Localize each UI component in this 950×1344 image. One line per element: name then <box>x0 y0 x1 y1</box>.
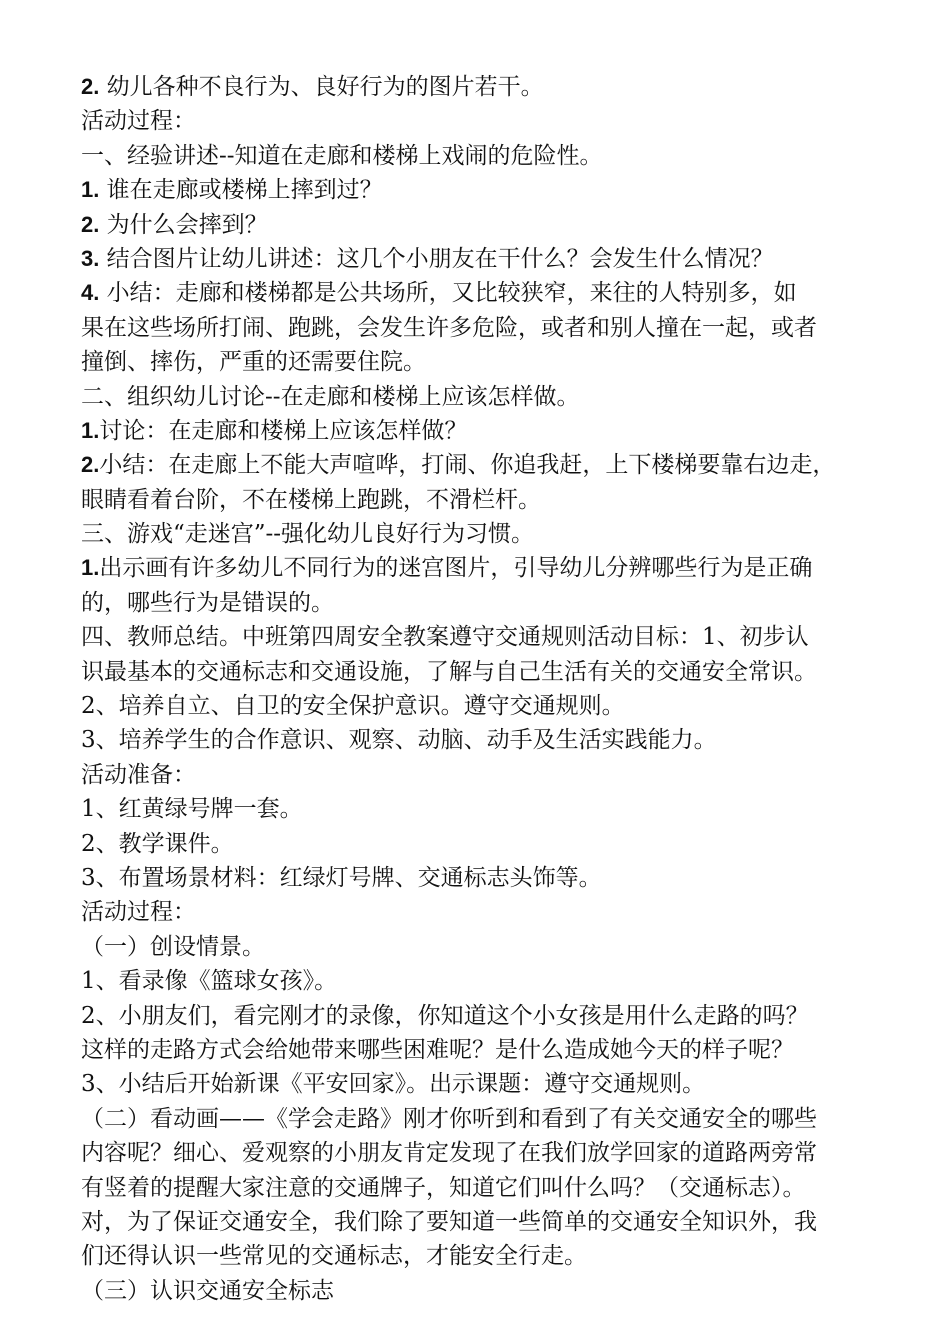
document-line <box>81 1067 889 1101</box>
document-line <box>81 380 889 414</box>
line-text: 3、小结后开始新课《平安回家》。出示课题：遵守交通规则。 <box>81 1071 706 1098</box>
line-text: 为什么会摔到？ <box>99 211 268 238</box>
document-line <box>81 70 889 104</box>
line-text: 有竖着的提醒大家注意的交通牌子，知道它们叫什么吗？（交通标志）。 <box>81 1174 806 1201</box>
line-text: 幼儿各种不良行为、良好行为的图片若干。 <box>99 74 544 100</box>
line-text: 们还得认识一些常见的交通标志，才能安全行走。 <box>81 1243 587 1270</box>
line-text: 果在这些场所打闹、跑跳，会发生许多危险，或者和别人撞在一起，或者 <box>81 314 817 341</box>
document-line <box>81 414 889 448</box>
document-body <box>81 70 889 1308</box>
line-text: 活动准备： <box>81 761 196 788</box>
line-text: 出示画有许多幼儿不同行为的迷宫图片，引导幼儿分辨哪些行为是正确 <box>99 555 813 582</box>
document-line <box>81 620 889 654</box>
document-line <box>81 1136 889 1170</box>
line-text: （三）认识交通安全标志 <box>81 1277 334 1304</box>
document-line <box>81 999 889 1033</box>
line-text: 这样的走路方式会给她带来哪些困难呢？是什么造成她今天的样子呢？ <box>81 1036 794 1063</box>
line-text: 三、游戏“走迷宫”--强化幼儿良好行为习惯。 <box>81 521 535 548</box>
line-text: 撞倒、摔伤，严重的还需要住院。 <box>81 349 426 376</box>
line-text: 2、培养自立、自卫的安全保护意识。遵守交通规则。 <box>81 693 625 720</box>
line-text: 识最基本的交通标志和交通设施，了解与自己生活有关的交通安全常识。 <box>81 658 817 685</box>
document-line <box>81 551 889 585</box>
document-line <box>81 242 889 276</box>
line-text: 四、教师总结。中班第四周安全教案遵守交通规则活动目标：1、初步认 <box>81 624 809 651</box>
document-line <box>81 448 889 482</box>
list-number: 4. <box>81 280 100 306</box>
line-text: 内容呢？细心、爱观察的小朋友肯定发现了在我们放学回家的道路两旁常 <box>81 1140 817 1167</box>
document-line <box>81 930 889 964</box>
document-line <box>81 483 889 517</box>
document-line <box>81 1239 889 1273</box>
line-text: （一）创设情景。 <box>81 933 265 960</box>
line-text: 小结：走廊和楼梯都是公共场所，又比较狭窄，来往的人特别多，如 <box>99 280 797 307</box>
document-line <box>81 586 889 620</box>
line-text: （二）看动画——《学会走路》刚才你听到和看到了有关交通安全的哪些 <box>81 1105 817 1132</box>
document-line <box>81 655 889 689</box>
line-text: 3、布置场景材料：红绿灯号牌、交通标志头饰等。 <box>81 864 602 891</box>
line-text: 讨论：在走廊和楼梯上应该怎样做？ <box>99 417 468 444</box>
document-line <box>81 517 889 551</box>
line-text: 活动过程： <box>81 108 196 135</box>
line-text: 活动过程： <box>81 899 196 926</box>
list-number: 3. <box>81 245 100 271</box>
document-line <box>81 1102 889 1136</box>
document-line <box>81 311 889 345</box>
line-text: 2、教学课件。 <box>81 830 234 857</box>
document-line <box>81 792 889 826</box>
document-line <box>81 208 889 242</box>
document-line <box>81 827 889 861</box>
line-text: 的，哪些行为是错误的。 <box>81 589 334 616</box>
document-line <box>81 1171 889 1205</box>
line-text: 眼睛看着台阶，不在楼梯上跑跳，不滑栏杆。 <box>81 486 541 513</box>
document-line <box>81 173 889 207</box>
list-number: 2. <box>81 452 100 478</box>
list-number: 1. <box>81 555 100 581</box>
document-line <box>81 964 889 998</box>
document-line <box>81 895 889 929</box>
list-number: 2. <box>81 211 100 237</box>
document-line <box>81 689 889 723</box>
document-line <box>81 1033 889 1067</box>
line-text: 2、小朋友们，看完刚才的录像，你知道这个小女孩是用什么走路的吗？ <box>81 1002 809 1029</box>
document-line <box>81 1205 889 1239</box>
line-text: 1、看录像《篮球女孩》。 <box>81 968 338 995</box>
line-text: 3、培养学生的合作意识、观察、动脑、动手及生活实践能力。 <box>81 727 717 754</box>
line-text: 二、组织幼儿讨论--在走廊和楼梯上应该怎样做。 <box>81 383 580 410</box>
document-line <box>81 104 889 138</box>
document-line <box>81 723 889 757</box>
list-number: 2. <box>81 74 100 99</box>
document-line <box>81 345 889 379</box>
line-text: 1、红黄绿号牌一套。 <box>81 796 303 823</box>
line-text: 谁在走廊或楼梯上摔到过？ <box>99 177 383 204</box>
line-text: 小结：在走廊上不能大声喧哗，打闹、你追我赶，上下楼梯要靠右边走， <box>99 452 836 479</box>
list-number: 1. <box>81 417 100 443</box>
document-line <box>81 139 889 173</box>
document-line <box>81 758 889 792</box>
line-text: 对，为了保证交通安全，我们除了要知道一些简单的交通安全知识外，我 <box>81 1208 817 1235</box>
document-line <box>81 276 889 310</box>
line-text: 结合图片让幼儿讲述：这几个小朋友在干什么？会发生什么情况？ <box>99 245 774 272</box>
document-line <box>81 1274 889 1308</box>
line-text: 一、经验讲述--知道在走廊和楼梯上戏闹的危险性。 <box>81 142 603 169</box>
document-line <box>81 861 889 895</box>
list-number: 1. <box>81 177 100 203</box>
